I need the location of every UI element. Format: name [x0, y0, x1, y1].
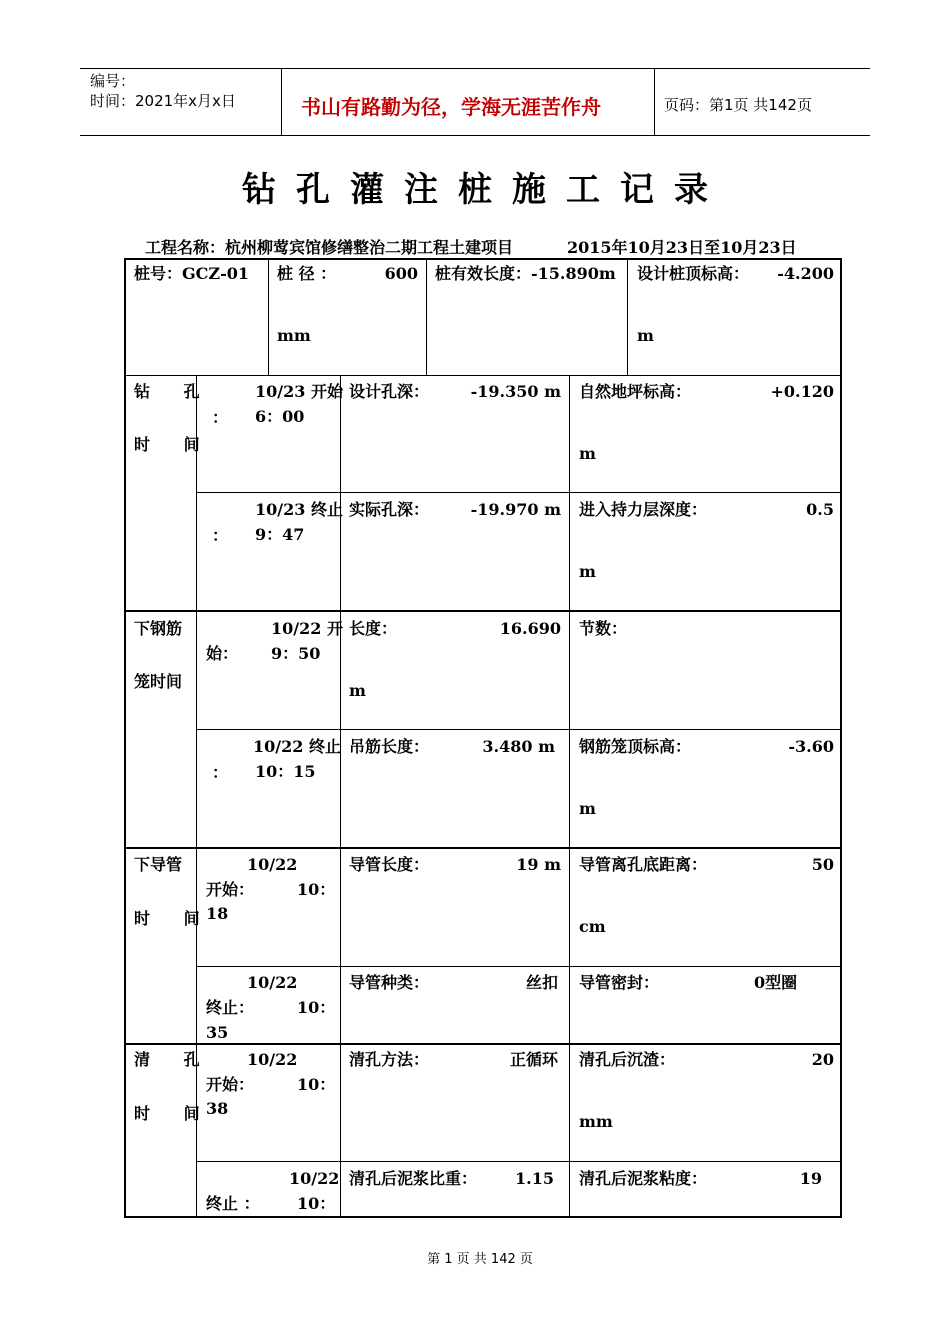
conduit-length-value: 19 m	[516, 855, 561, 874]
row-divider	[124, 610, 842, 612]
conduit-bottom-value: 50	[811, 855, 834, 874]
conduit-type-value: 丝扣	[525, 973, 558, 992]
conduit-bottom-unit: cm	[579, 917, 606, 936]
pile-diameter-label: 桩 径 ：	[277, 264, 337, 283]
pile-diameter-value: 600	[384, 264, 418, 283]
cleaning-start-1: 10/22	[247, 1050, 298, 1069]
cleaning-method-label: 清孔方法：	[349, 1050, 430, 1069]
design-top-value: -4.200	[777, 264, 834, 283]
drilling-start-time: 6：00	[255, 407, 305, 426]
cleaning-start-4: 38	[206, 1099, 229, 1118]
cage-label-1: 下钢筋	[134, 619, 183, 638]
date-range: 2015年10月23日至10月23日	[567, 238, 797, 257]
conduit-end-1: 10/22	[247, 973, 298, 992]
header-divider-1	[281, 68, 282, 135]
header-bottom-rule	[80, 135, 870, 136]
cage-top-unit: m	[579, 799, 596, 818]
conduit-end-2: 终止：	[206, 998, 255, 1017]
col-divider	[569, 375, 570, 1218]
conduit-end-3: 10：	[297, 998, 336, 1017]
cage-end-colon: ：	[212, 763, 229, 782]
cage-start-time: 9：50	[271, 644, 321, 663]
page-footer: 第 1 页 共 142 页	[427, 1252, 533, 1267]
col-divider	[196, 375, 197, 1218]
conduit-bottom-label: 导管离孔底距离：	[579, 855, 708, 874]
cage-end-time: 10：15	[255, 762, 316, 781]
header-time-label: 时间：2021年x月x日	[90, 92, 236, 110]
drilling-label-2: 时 间	[134, 435, 214, 454]
ground-elevation-value: +0.120	[770, 382, 834, 401]
conduit-type-label: 导管种类：	[349, 973, 430, 992]
mud-density-value: 1.15	[515, 1169, 554, 1188]
hanger-length-value: 3.480 m	[482, 737, 555, 756]
sediment-label: 清孔后沉渣：	[579, 1050, 676, 1069]
pile-diameter-unit: mm	[277, 326, 311, 345]
cage-length-label: 长度：	[349, 619, 398, 638]
drilling-start-colon: ：	[212, 408, 229, 427]
design-top-label: 设计桩顶标高：	[637, 264, 750, 283]
row-divider	[196, 966, 842, 967]
cage-sections-label: 节数：	[579, 619, 628, 638]
col-divider	[426, 258, 427, 375]
drilling-end-time: 9：47	[255, 525, 305, 544]
conduit-start-3: 10：	[297, 880, 336, 899]
pile-number: 桩号：GCZ-01	[134, 264, 249, 283]
actual-depth-label: 实际孔深：	[349, 500, 430, 519]
drilling-start: 10/23 开始	[255, 382, 343, 401]
cleaning-end-1: 10/22	[289, 1169, 340, 1188]
conduit-end-4: 35	[206, 1023, 229, 1042]
row-divider	[196, 729, 842, 730]
conduit-start-4: 18	[206, 904, 229, 923]
cage-length-value: 16.690	[499, 619, 561, 638]
design-depth-value: -19.350 m	[470, 382, 561, 401]
conduit-seal-value: 0型圈	[754, 973, 798, 992]
header-page-info: 页码：第1页 共142页	[664, 96, 812, 114]
cage-start-2: 始：	[206, 644, 239, 663]
effective-length: 桩有效长度：-15.890m	[435, 264, 616, 283]
conduit-label-2: 时 间	[134, 909, 214, 928]
bearing-depth-label: 进入持力层深度：	[579, 500, 708, 519]
cage-length-unit: m	[349, 681, 366, 700]
cage-top-value: -3.60	[788, 737, 834, 756]
hanger-length-label: 吊筋长度：	[349, 737, 430, 756]
cleaning-end-3: 10：	[297, 1194, 336, 1213]
ground-elevation-unit: m	[579, 444, 596, 463]
row-divider	[124, 375, 842, 376]
col-divider	[268, 258, 269, 375]
drilling-label-1: 钻 孔	[134, 382, 214, 401]
sediment-value: 20	[811, 1050, 834, 1069]
document-title: 钻孔灌注桩施工记录	[242, 170, 728, 210]
header-number-label: 编号：	[90, 72, 136, 90]
conduit-seal-label: 导管密封：	[579, 973, 660, 992]
col-divider	[627, 258, 628, 375]
header-motto: 书山有路勤为径，学海无涯苦作舟	[301, 95, 601, 119]
bearing-depth-value: 0.5	[806, 500, 834, 519]
cleaning-label-1: 清 孔	[134, 1050, 214, 1069]
row-divider	[124, 847, 842, 849]
drilling-end: 10/23 终止	[255, 500, 343, 519]
mud-viscosity-label: 清孔后泥浆粘度：	[579, 1169, 708, 1188]
project-name: 工程名称：杭州柳莺宾馆修缮整治二期工程土建项目	[145, 238, 514, 257]
conduit-start-1: 10/22	[247, 855, 298, 874]
cage-label-2: 笼时间	[134, 672, 183, 691]
drilling-end-colon: ：	[212, 526, 229, 545]
cleaning-label-2: 时 间	[134, 1104, 214, 1123]
header-divider-2	[654, 68, 655, 135]
mud-density-label: 清孔后泥浆比重：	[349, 1169, 478, 1188]
ground-elevation-label: 自然地坪标高：	[579, 382, 692, 401]
cage-end: 10/22 终止	[253, 737, 341, 756]
cage-start: 10/22 开	[271, 619, 343, 638]
sediment-unit: mm	[579, 1112, 613, 1131]
actual-depth-value: -19.970 m	[470, 500, 561, 519]
conduit-label-1: 下导管	[134, 855, 183, 874]
mud-viscosity-value: 19	[799, 1169, 822, 1188]
cleaning-end-2: 终止 ：	[206, 1194, 260, 1213]
row-divider	[196, 1161, 842, 1162]
row-divider	[124, 1043, 842, 1045]
design-top-unit: m	[637, 326, 654, 345]
design-depth-label: 设计孔深：	[349, 382, 430, 401]
cage-top-label: 钢筋笼顶标高：	[579, 737, 692, 756]
header-top-rule	[80, 68, 870, 69]
cleaning-start-3: 10：	[297, 1075, 336, 1094]
conduit-start-2: 开始：	[206, 880, 255, 899]
bearing-depth-unit: m	[579, 562, 596, 581]
conduit-length-label: 导管长度：	[349, 855, 430, 874]
cleaning-start-2: 开始：	[206, 1075, 255, 1094]
row-divider	[196, 492, 842, 493]
cleaning-method-value: 正循环	[509, 1050, 558, 1069]
